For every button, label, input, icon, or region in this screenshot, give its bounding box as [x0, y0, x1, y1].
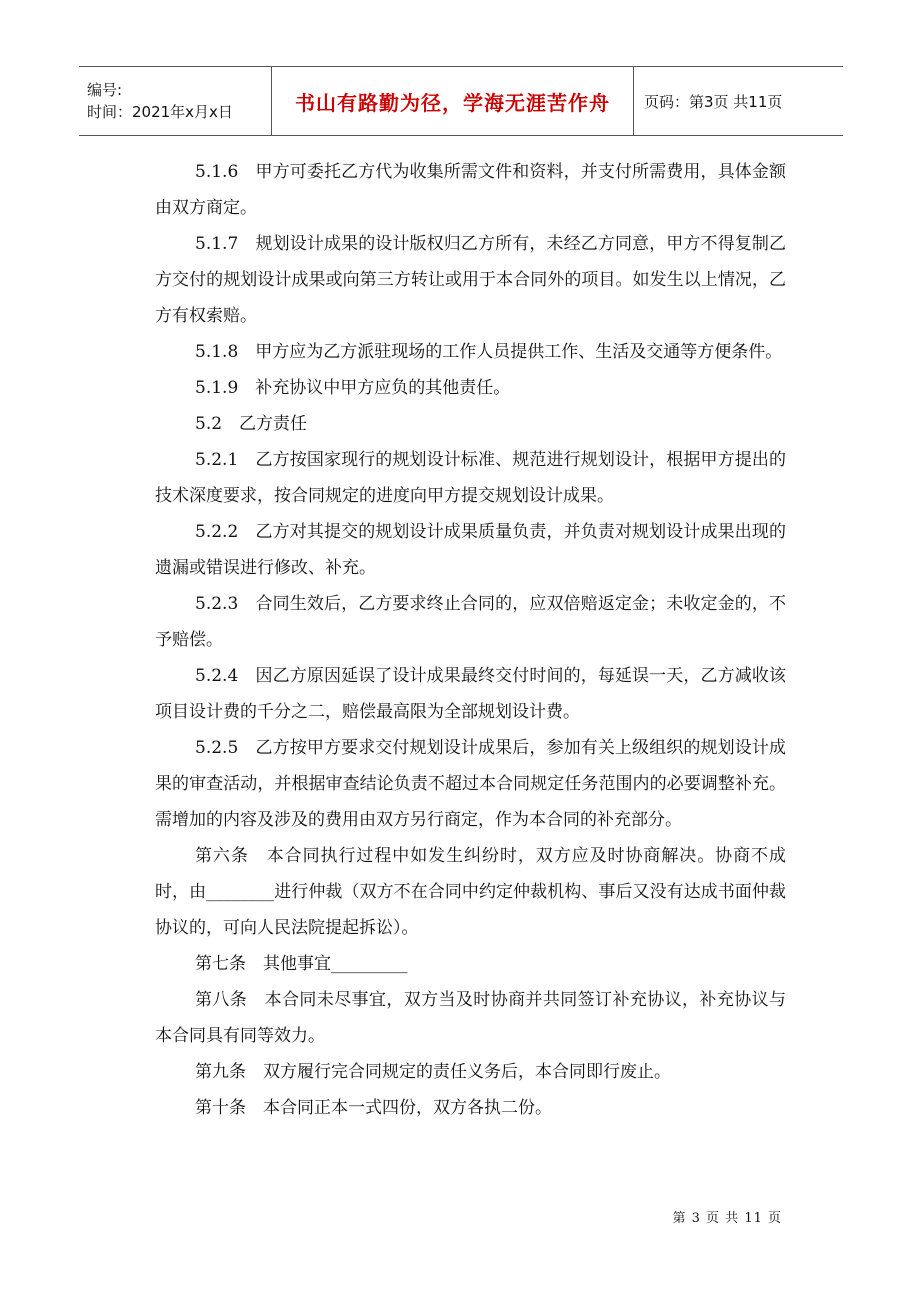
contract-paragraph: 5.2 乙方责任 — [195, 414, 308, 434]
contract-paragraph: 第八条 本合同未尽事宜，双方当及时协商并共同签订补充协议，补充协议与本合同具有同等效力。 — [155, 990, 786, 1046]
header-page-cell — [634, 67, 843, 135]
page-footer: 第 3 页 共 11 页 — [672, 1211, 782, 1226]
contract-paragraph: 第六条 本合同执行过程中如发生纠纷时，双方应及时协商解决。协商不成时，由________进行仲裁（双方不在合同中约定仲裁机构、事后又没有达成书面仲裁协议的，可向人民法院提起拆讼）。 — [155, 846, 786, 938]
page-header — [79, 66, 843, 136]
header-motto: 书山有路勤为径，学海无涯苦作舟 — [295, 90, 610, 115]
header-page-info: 页码：第3页 共11页 — [644, 92, 783, 111]
contract-paragraph: 5.2.3 合同生效后，乙方要求终止合同的，应双倍赔返定金；未收定金的，不予赔偿。 — [155, 594, 786, 650]
contract-paragraph: 5.1.6 甲方可委托乙方代为收集所需文件和资料，并支付所需费用，具体金额由双方商定。 — [155, 162, 786, 218]
contract-paragraph: 第七条 其他事宜_________ — [195, 954, 408, 974]
contract-paragraph: 5.1.8 甲方应为乙方派驻现场的工作人员提供工作、生活及交通等方便条件。 — [195, 342, 783, 362]
document-number-label: 编号: — [87, 81, 123, 99]
contract-paragraph: 5.1.9 补充协议中甲方应负的其他责任。 — [195, 378, 511, 398]
contract-paragraph: 5.2.4 因乙方原因延误了设计成果最终交付时间的，每延误一天，乙方减收该项目设计费的千分之二，赔偿最高限为全部规划设计费。 — [155, 666, 786, 722]
contract-paragraph: 5.2.5 乙方按甲方要求交付规划设计成果后，参加有关上级组织的规划设计成果的审查活动，并根据审查结论负责不超过本合同规定任务范围内的必要调整补充。需增加的内容及涉及的费用由双方另行商定，作为本合同的补充部分。 — [155, 738, 786, 830]
contract-paragraph: 第九条 双方履行完合同规定的责任义务后，本合同即行废止。 — [195, 1062, 671, 1082]
contract-paragraph: 5.1.7 规划设计成果的设计版权归乙方所有，未经乙方同意，甲方不得复制乙方交付的规划设计成果或向第三方转让或用于本合同外的项目。如发生以上情况，乙方有权索赔。 — [155, 234, 786, 326]
contract-paragraph: 5.2.2 乙方对其提交的规划设计成果质量负责，并负责对规划设计成果出现的遗漏或错误进行修改、补充。 — [155, 522, 786, 578]
contract-paragraph: 5.2.1 乙方按国家现行的规划设计标准、规范进行规划设计，根据甲方提出的技术深度要求，按合同规定的进度向甲方提交规划设计成果。 — [155, 450, 786, 506]
header-meta — [79, 67, 272, 135]
header-motto-cell — [272, 67, 634, 135]
document-body — [155, 154, 786, 1126]
contract-paragraph: 第十条 本合同正本一式四份，双方各执二份。 — [195, 1098, 552, 1118]
document-time-label: 时间：2021年x月x日 — [87, 103, 233, 121]
